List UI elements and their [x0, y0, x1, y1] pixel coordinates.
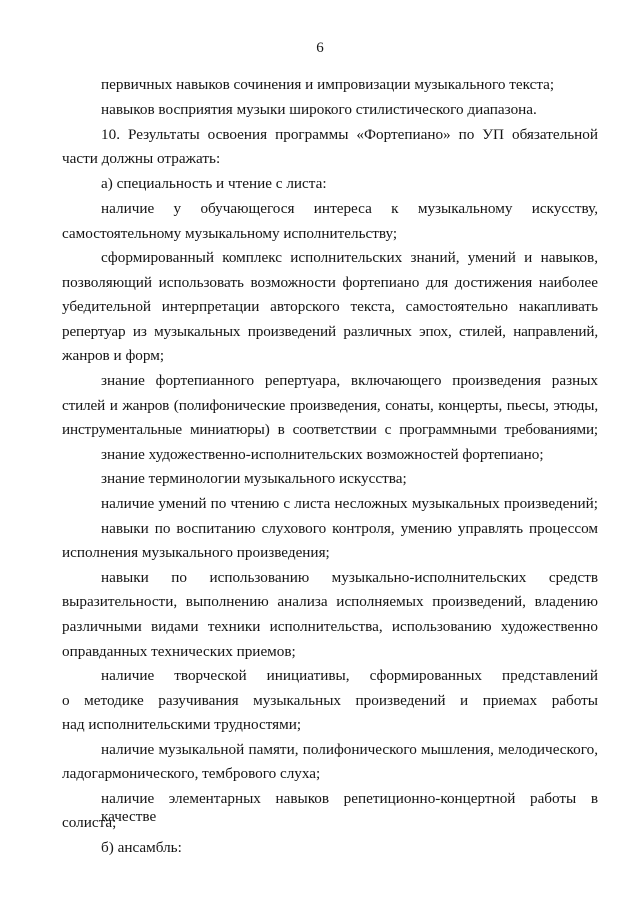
- text-line: убедительной интерпретации авторского текста, самостоятельно накапливать: [62, 298, 598, 315]
- text-line: знание фортепианного репертуара, включающего произведения разных: [101, 372, 598, 389]
- text-line: знание терминологии музыкального искусства;: [101, 470, 407, 487]
- text-line: репертуар из музыкальных произведений различных эпох, стилей, направлений,: [62, 323, 598, 340]
- text-line: инструментальные миниатюры) в соответствии с программными требованиями;: [62, 421, 598, 438]
- text-line: о методике разучивания музыкальных произведений и приемах работы: [62, 692, 598, 709]
- text-line: навыки по использованию музыкально-исполнительских средств: [101, 569, 598, 586]
- text-line: позволяющий использовать возможности фортепиано для достижения наиболее: [62, 274, 598, 291]
- text-line: навыков восприятия музыки широкого стилистического диапазона.: [101, 101, 537, 118]
- text-line: различными видами техники исполнительства, использованию художественно: [62, 618, 598, 635]
- page-number: 6: [316, 40, 324, 56]
- text-line: жанров и форм;: [62, 347, 165, 364]
- text-line: оправданных технических приемов;: [62, 643, 296, 660]
- text-line: наличие элементарных навыков репетиционно-концертной работы в качестве: [101, 790, 598, 825]
- text-line: части должны отражать:: [62, 150, 221, 167]
- text-line: знание художественно-исполнительских возможностей фортепиано;: [101, 446, 544, 463]
- text-line: навыки по воспитанию слухового контроля, умению управлять процессом: [101, 520, 598, 537]
- text-line: наличие творческой инициативы, сформированных представлений: [101, 667, 598, 684]
- text-line: стилей и жанров (полифонические произведения, сонаты, концерты, пьесы, этюды,: [62, 397, 598, 414]
- text-line: самостоятельному музыкальному исполнительству;: [62, 225, 398, 242]
- text-line: сформированный комплекс исполнительских знаний, умений и навыков,: [101, 249, 598, 266]
- text-line: солиста;: [62, 814, 117, 831]
- text-line: над исполнительскими трудностями;: [62, 716, 302, 733]
- text-line: наличие у обучающегося интереса к музыкальному искусству,: [101, 200, 598, 217]
- text-line: б) ансамбль:: [101, 839, 182, 856]
- text-line: наличие музыкальной памяти, полифонического мышления, мелодического,: [101, 741, 598, 758]
- text-line: наличие умений по чтению с листа несложных музыкальных произведений;: [101, 495, 598, 512]
- text-line: первичных навыков сочинения и импровизации музыкального текста;: [101, 76, 555, 93]
- text-line: 10. Результаты освоения программы «Фортепиано» по УП обязательной: [101, 126, 598, 143]
- text-line: а) специальность и чтение с листа:: [101, 175, 327, 192]
- text-line: ладогармонического, тембрового слуха;: [62, 765, 321, 782]
- text-line: выразительности, выполнению анализа исполняемых произведений, владению: [62, 593, 598, 610]
- text-line: исполнения музыкального произведения;: [62, 544, 330, 561]
